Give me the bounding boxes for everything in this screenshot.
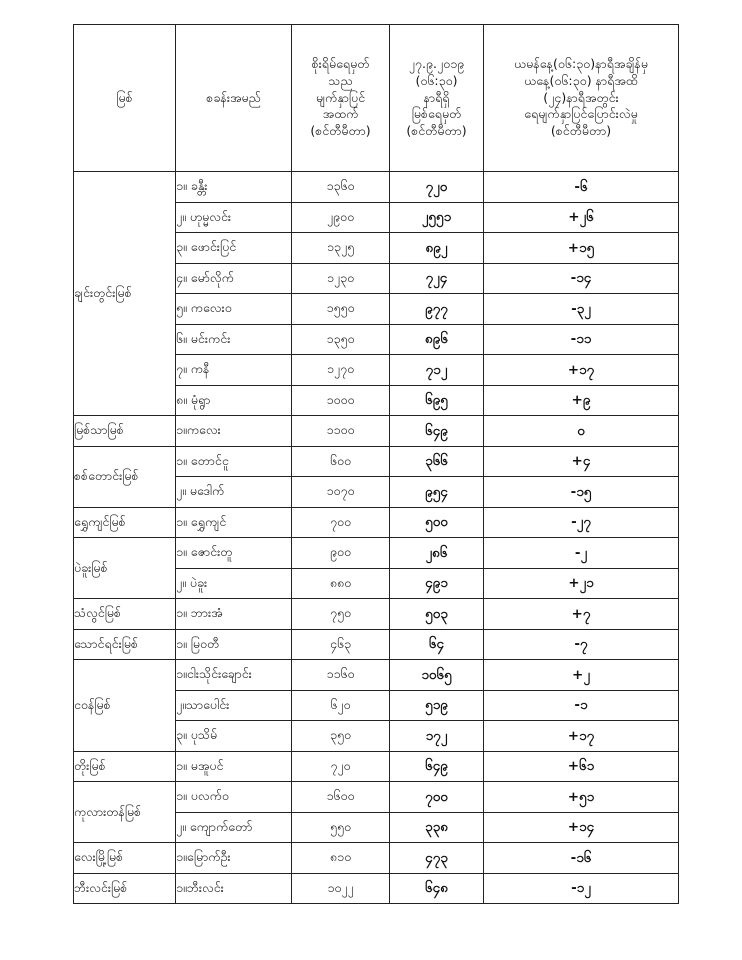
danger-level-value: ၄၆၃ xyxy=(292,629,390,660)
change-value: +၂၆ xyxy=(484,202,679,233)
station-name: ၁။ ဘားအံ xyxy=(176,599,292,630)
change-value: +၁၇ xyxy=(484,355,679,386)
danger-level-value: ၈၁၀ xyxy=(292,843,390,874)
station-name: ၁။ကလေး xyxy=(176,416,292,447)
danger-level-value: ၁၆၀၀ xyxy=(292,782,390,813)
danger-level-value: ၃၅၀ xyxy=(292,721,390,752)
river-level-table xyxy=(73,24,679,904)
change-value: -၁၂ xyxy=(484,873,679,904)
station-name: ၂။ ဟုမ္မလင်း xyxy=(176,202,292,233)
station-name: ၆။ မင်းကင်း xyxy=(176,324,292,355)
change-value: +၇ xyxy=(484,599,679,630)
table-row xyxy=(74,660,679,691)
change-value: +၅၁ xyxy=(484,782,679,813)
header-danger-line: မျက်နှာပြင် xyxy=(315,89,366,105)
table-row xyxy=(74,172,679,203)
header-danger-line: သည xyxy=(328,72,353,88)
change-value: +၁၇ xyxy=(484,721,679,752)
current-level-value: ၁၀၆၅ xyxy=(390,660,484,691)
danger-level-value: ၁၃၆၀ xyxy=(292,172,390,203)
station-name: ၅။ ကလေးဝ xyxy=(176,294,292,325)
station-name: ၂။ ကျောက်တော် xyxy=(176,812,292,843)
danger-level-value: ၁၀၇၀ xyxy=(292,477,390,508)
change-value: -၁၆ xyxy=(484,843,679,874)
river-name: မြစ်သာမြစ် xyxy=(74,416,176,447)
current-level-value: ၆၄၉ xyxy=(390,416,484,447)
danger-level-value: ၇၅၀ xyxy=(292,599,390,630)
change-value: +၁၅ xyxy=(484,233,679,264)
current-level-value: ၄၉၁ xyxy=(390,568,484,599)
danger-level-value: ၁၅၅၀ xyxy=(292,294,390,325)
river-name: သံလွင်မြစ် xyxy=(74,599,176,630)
table-row xyxy=(74,416,679,447)
change-value: +၉ xyxy=(484,385,679,416)
river-name: ဘီးလင်းမြစ် xyxy=(74,873,176,904)
current-level-value: ၆၉၅ xyxy=(390,385,484,416)
header-danger-line: အထက် xyxy=(322,106,359,122)
danger-level-value: ၅၅၀ xyxy=(292,812,390,843)
change-value: +၆၁ xyxy=(484,751,679,782)
station-name: ၁။ ခန္တီး xyxy=(176,172,292,203)
station-name: ၁။ တောင်ငူ xyxy=(176,446,292,477)
current-level-value: ၃၆၆ xyxy=(390,446,484,477)
station-name: ၇။ ကနီ xyxy=(176,355,292,386)
river-name: ပဲခူးမြစ် xyxy=(74,538,176,599)
header-current-line: နာရီရှိ xyxy=(423,89,450,105)
table-row xyxy=(74,507,679,538)
current-level-value: ၂၈၆ xyxy=(390,538,484,569)
table-row xyxy=(74,843,679,874)
station-name: ၃။ ဖောင်းပြင် xyxy=(176,233,292,264)
header-change-line: (စင်တီမီတာ) xyxy=(550,123,612,139)
table-row xyxy=(74,538,679,569)
danger-level-value: ၈၈၀ xyxy=(292,568,390,599)
river-name: ကုလားတန်မြစ် xyxy=(74,782,176,843)
change-value: +၂၁ xyxy=(484,568,679,599)
header-current-line: (၀၆:၃၀) xyxy=(415,72,458,88)
current-level-value: ၇၂၄ xyxy=(390,263,484,294)
header-station-label: စခန်းအမည် xyxy=(206,89,261,105)
header-river-label: မြစ် xyxy=(116,89,133,105)
table-row xyxy=(74,782,679,813)
danger-level-value: ၁၀၀၀ xyxy=(292,385,390,416)
station-name: ၁။ ဇောင်းတူ xyxy=(176,538,292,569)
change-value: -၇ xyxy=(484,629,679,660)
current-level-value: ၇၂၀ xyxy=(390,172,484,203)
current-level-value: ၇၁၂ xyxy=(390,355,484,386)
table-row xyxy=(74,629,679,660)
current-level-value: ၅၀၀ xyxy=(390,507,484,538)
danger-level-value: ၂၉၀၀ xyxy=(292,202,390,233)
station-name: ၁။ မအူပင် xyxy=(176,751,292,782)
current-level-value: ၁၇၂ xyxy=(390,721,484,752)
danger-level-value: ၇၂၀ xyxy=(292,751,390,782)
header-danger-line: စိုးရိမ်ရေမှတ် xyxy=(311,55,370,71)
current-level-value: ၃၃၈ xyxy=(390,812,484,843)
header-river xyxy=(74,25,176,172)
change-value: -၂၇ xyxy=(484,507,679,538)
danger-level-value: ၆၀၀ xyxy=(292,446,390,477)
danger-level-value: ၁၀၂၂ xyxy=(292,873,390,904)
river-name: ရွှေကျင်မြစ် xyxy=(74,507,176,538)
current-level-value: ၆၄၉ xyxy=(390,751,484,782)
header-change-line: ယမန်နေ့(၀၆:၃၀)နာရီအချိန်မှ xyxy=(514,55,648,71)
river-name: ငဝန်မြစ် xyxy=(74,660,176,752)
station-name: ၁။ငါးသိုင်းချောင်း xyxy=(176,660,292,691)
river-name: တိုးမြစ် xyxy=(74,751,176,782)
station-name: ၂။ မဒေါက် xyxy=(176,477,292,508)
header-change-line: (၂၄)နာရီအတွင်း xyxy=(543,89,619,105)
change-value: +၂ xyxy=(484,660,679,691)
station-name: ၂။သာပေါင်း xyxy=(176,690,292,721)
danger-level-value: ၉၀၀ xyxy=(292,538,390,569)
table-row xyxy=(74,751,679,782)
header-change xyxy=(484,25,679,172)
danger-level-value: ၁၃၅၀ xyxy=(292,324,390,355)
change-value: -၁၄ xyxy=(484,263,679,294)
change-value: -၂ xyxy=(484,538,679,569)
station-name: ၁။ မြဝတီ xyxy=(176,629,292,660)
header-change-line: ရေမျက်နှာပြင်ပြောင်းလဲမှု xyxy=(524,106,638,122)
station-name: ၈။ မုံရွာ xyxy=(176,385,292,416)
header-danger-line: (စင်တီမီတာ) xyxy=(310,123,371,139)
header-danger-level xyxy=(292,25,390,172)
header-station xyxy=(176,25,292,172)
table-row xyxy=(74,599,679,630)
station-name: ၃။ ပုသိမ် xyxy=(176,721,292,752)
danger-level-value: ၁၃၂၅ xyxy=(292,233,390,264)
danger-level-value: ၁၁၆၀ xyxy=(292,660,390,691)
river-name: ချင်းတွင်းမြစ် xyxy=(74,172,176,416)
change-value: -၁ xyxy=(484,690,679,721)
river-name: လေးမြို့မြစ် xyxy=(74,843,176,874)
change-value: +၁၄ xyxy=(484,812,679,843)
danger-level-value: ၇၀၀ xyxy=(292,507,390,538)
current-level-value: ၂၅၅၁ xyxy=(390,202,484,233)
station-name: ၂။ ပဲခူး xyxy=(176,568,292,599)
table-row xyxy=(74,446,679,477)
change-value: ၀ xyxy=(484,416,679,447)
change-value: -၃၂ xyxy=(484,294,679,325)
change-value: +၄ xyxy=(484,446,679,477)
header-current-line: (စင်တီမီတာ) xyxy=(406,123,467,139)
current-level-value: ၆၄ xyxy=(390,629,484,660)
station-name: ၁။မြောက်ဦး xyxy=(176,843,292,874)
station-name: ၄။ မော်လိုက် xyxy=(176,263,292,294)
current-level-value: ၄၇၃ xyxy=(390,843,484,874)
header-current-line: ၂၇.၉.၂၀၁၉ xyxy=(408,55,465,71)
header-current-line: မြစ်ရေမှတ် xyxy=(411,106,462,122)
current-level-value: ၅၀၃ xyxy=(390,599,484,630)
change-value: -၆ xyxy=(484,172,679,203)
header-change-line: ယနေ့(၀၆:၃၀) နာရီအထိ xyxy=(524,72,638,88)
current-level-value: ၅၁၉ xyxy=(390,690,484,721)
station-name: ၁။ ရွှေကျင် xyxy=(176,507,292,538)
current-level-value: ၈၉၂ xyxy=(390,233,484,264)
current-level-value: ၉၇၇ xyxy=(390,294,484,325)
header-current-level xyxy=(390,25,484,172)
change-value: -၁၁ xyxy=(484,324,679,355)
river-name: စစ်တောင်းမြစ် xyxy=(74,446,176,507)
danger-level-value: ၁၂၇၀ xyxy=(292,355,390,386)
current-level-value: ၉၅၄ xyxy=(390,477,484,508)
current-level-value: ၆၄၈ xyxy=(390,873,484,904)
change-value: -၁၅ xyxy=(484,477,679,508)
danger-level-value: ၁၂၃၀ xyxy=(292,263,390,294)
current-level-value: ၇၀၀ xyxy=(390,782,484,813)
danger-level-value: ၁၁၀၀ xyxy=(292,416,390,447)
table-row xyxy=(74,873,679,904)
station-name: ၁။ ပလက်ဝ xyxy=(176,782,292,813)
river-name: သောင်ရင်းမြစ် xyxy=(74,629,176,660)
danger-level-value: ၆၂၀ xyxy=(292,690,390,721)
station-name: ၁။ဘီးလင်း xyxy=(176,873,292,904)
current-level-value: ၈၉၆ xyxy=(390,324,484,355)
